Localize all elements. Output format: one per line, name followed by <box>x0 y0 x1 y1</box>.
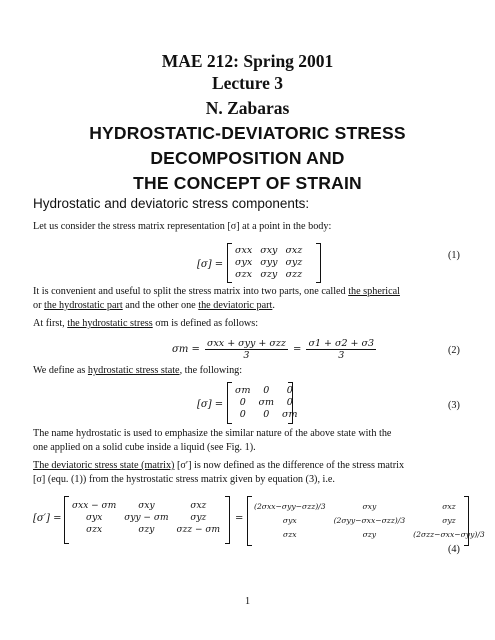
title-line-2: DECOMPOSITION AND <box>150 148 345 168</box>
paragraph-3: At first, the hydrostatic stress σm is defined as follows: <box>33 318 259 329</box>
eq1-lhs: [σ] = <box>197 259 224 270</box>
eq1-number: (1) <box>448 250 460 261</box>
paragraph-1: Let us consider the stress matrix representation [σ] at a point in the body: <box>33 221 332 232</box>
eq3-matrix: σm 0 0 0 σm 0 0 0 σm <box>227 382 293 424</box>
eq2-number: (2) <box>448 345 460 356</box>
paragraph-6: The deviatoric stress state (matrix) [σ′] is now defined as the difference of the stress matrix [σ] (equ. (1)) from the hystrostatic stress matrix given by equation (3), i.e. <box>33 460 405 485</box>
paragraph-5: The name hydrostatic is used to emphasize the similar nature of the above state with the one applied on a solid cube inside a liquid (see Fig. 1). <box>33 428 392 453</box>
author-name: N. Zabaras <box>205 98 290 118</box>
eq4-matrix-left: σxx − σm σxy σxz σyx σyy − σm σyz σzx σzy σzz − σm <box>64 496 230 544</box>
page-number: 1 <box>244 596 251 607</box>
eq1-matrix: σxx σxy σxz σyx σyy σyz σzx σzy σzz <box>227 243 321 283</box>
paragraph-2: It is convenient and useful to split the stress matrix into two parts, one called the spherical or the hydrostatic part and the other one the deviatoric part. <box>33 286 400 311</box>
paragraph-4: We define as hydrostatic stress state, the following: <box>33 365 243 376</box>
eq4-number: (4) <box>448 544 460 555</box>
equation-2: σm = $\frac{\text{σxx + σyy + σzz}}{3}$ = $\frac{\sigma 1 + \sigma 2 + \sigma 3}{3}$ <box>172 338 375 361</box>
eq4-matrix-right: (2σxx−σyy−σzz)/3 σxy σxz σyx (2σyy−σxx−σzz)/3 σyz σzx σzy (2σzz−σxx−σyy)/3 <box>247 496 469 546</box>
document-page: MAE 212: Spring 2001 Lecture 3 N. Zabaras HYDROSTATIC-DEVIATORIC STRESS DECOMPOSITION AND THE CONCEPT OF STRAIN Hydrostatic and deviatoric stress components: Let us consider the stress matrix representation [σ] at a point in the body: [σ] = σxx σxy σxz σyx σyy σyz σzx σzy σzz (1) It is convenient and useful to split the stress matrix into two parts, one called the spherical or the hydrostatic part and the other one the deviatoric part. At first, the hydrostatic stress σm is defined as follows: σm = $\frac{\text{σxx + σyy + σzz}}{3}$ = $\frac{\sigma 1 + \sigma 2 + \sigma 3}{3}$ (2) We define as hydrostatic stress state, the following: [σ] = σm 0 0 0 σm 0 0 0 σm (3) The name hydrostatic is used to emphasize the similar nature of the above state with the one applied on a solid cube inside a liquid (see Fig. 1). The deviatoric stress state (matrix) [σ′] is now defined as the difference of the stress matrix [σ] (equ. (1)) from the hystrostatic stress matrix given by equation (3), i.e. [σ′] = σxx − σm σxy σxz σyx σyy − σm σyz σzx σzy σzz − σm = (2σxx−σyy−σzz)/3 σxy σxz σyx (2σyy−σxx−σzz)/3 σyz σzx σzy (2σzz−σxx−σyy)/3 (4) 1 <box>0 0 495 640</box>
title-line-3: THE CONCEPT OF STRAIN <box>133 173 362 193</box>
eq3-number: (3) <box>448 400 460 411</box>
title-line-1: HYDROSTATIC-DEVIATORIC STRESS <box>89 123 406 143</box>
lecture-number: Lecture 3 <box>211 73 284 93</box>
course-title: MAE 212: Spring 2001 <box>161 51 334 71</box>
section-heading: Hydrostatic and deviatoric stress components: <box>33 196 310 211</box>
